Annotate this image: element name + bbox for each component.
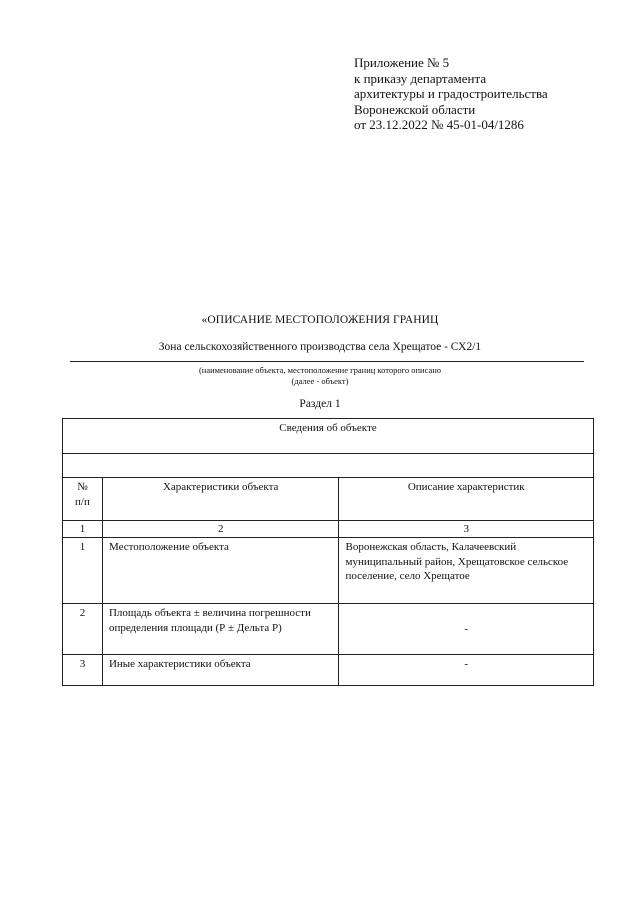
appendix-block xyxy=(354,55,548,133)
table-row xyxy=(63,655,594,686)
table-heading: Сведения об объекте xyxy=(63,419,594,454)
object-info-table xyxy=(62,418,594,686)
column-header-row xyxy=(63,478,594,521)
table-blank-row xyxy=(63,454,594,478)
table-heading-row xyxy=(63,419,594,454)
object-caption xyxy=(0,365,640,387)
caption-line: (далее - объект) xyxy=(291,376,349,386)
col-header-number: № п/п xyxy=(63,478,103,521)
row-number: 1 xyxy=(63,538,103,604)
blank-cell xyxy=(63,454,594,478)
object-name: Зона сельскохозяйственного производства села Хрещатое - СХ2/1 xyxy=(158,341,482,353)
column-index-row xyxy=(63,521,594,538)
row-characteristic: Площадь объекта ± величина погрешности определения площади (Р ± Дельта Р) xyxy=(102,604,339,655)
table-row xyxy=(63,538,594,604)
table-row xyxy=(63,604,594,655)
row-number: 3 xyxy=(63,655,103,686)
row-description: Воронежская область, Калачеевский муниципальный район, Хрещатовское сельское поселение, село Хрещатое xyxy=(339,538,594,604)
row-characteristic: Местоположение объекта xyxy=(102,538,339,604)
underline-divider xyxy=(70,361,584,362)
col-header-characteristic: Характеристики объекта xyxy=(102,478,339,521)
col-index: 1 xyxy=(63,521,103,538)
row-number: 2 xyxy=(63,604,103,655)
document-title: «ОПИСАНИЕ МЕСТОПОЛОЖЕНИЯ ГРАНИЦ xyxy=(201,314,439,326)
section-heading: Раздел 1 xyxy=(299,398,341,410)
appendix-line: к приказу департамента xyxy=(354,70,487,86)
appendix-line: Приложение № 5 xyxy=(354,55,450,70)
appendix-line: от 23.12.2022 № 45-01-04/1286 xyxy=(354,117,524,132)
col-index: 2 xyxy=(102,521,339,538)
row-description: - xyxy=(339,655,594,686)
col-header-description: Описание характеристик xyxy=(339,478,594,521)
col-index: 3 xyxy=(339,521,594,538)
row-characteristic: Иные характеристики объекта xyxy=(102,655,339,686)
appendix-line: Воронежской области xyxy=(354,101,476,117)
appendix-line: архитектуры и градостроительства xyxy=(354,86,548,101)
row-description: - xyxy=(339,604,594,655)
caption-line: (наименование объекта, местоположение границ которого описано xyxy=(198,365,442,375)
